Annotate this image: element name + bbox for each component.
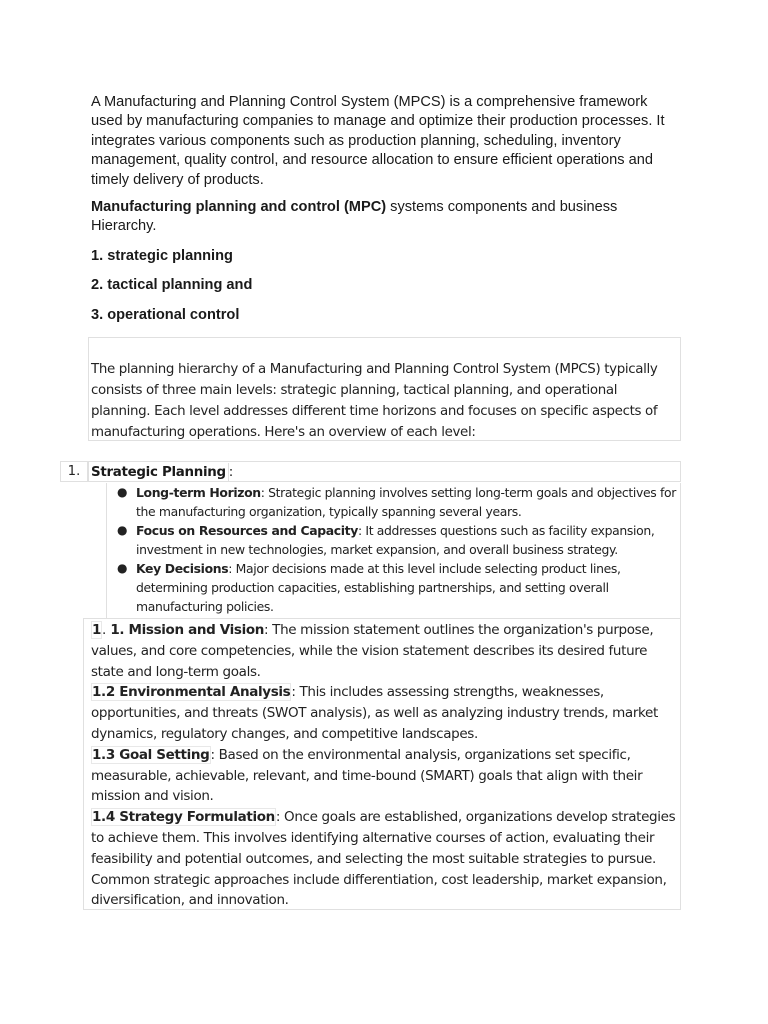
level-tactical: 2. tactical planning and [91, 277, 253, 293]
bullet-text: : Major decisions made at this level include selecting product lines, determining production capacities, establishing partnerships, and setting overall manufacturing policies. [136, 561, 621, 614]
bullet-text: : Strategic planning involves setting long-term goals and objectives for the manufacturing organization, typically spanning several years. [136, 485, 676, 519]
strategic-heading [88, 461, 681, 482]
level-operational: 3. operational control [91, 307, 240, 323]
bullet-term: Focus on Resources and Capacity [136, 523, 358, 538]
section-dot: . [102, 622, 106, 638]
mpc-heading-rest: systems components and business Hierarchy. [91, 199, 618, 235]
level-strategic: 1. strategic planning [91, 248, 233, 264]
section-strategy [91, 807, 678, 911]
section-text: : Once goals are established, organizations develop strategies to achieve them. This involves identifying alternative courses of action, evaluating their feasibility and potential outcomes, and selecting the most suitable strategies to pursue. Common strategic approaches include differentiation, cost leadership, market expansion, diversification, and innovation. [91, 809, 676, 909]
bullet-item [107, 483, 680, 521]
strategic-sections [83, 618, 681, 910]
section-text: : This includes assessing strengths, weaknesses, opportunities, and threats (SWOT analysis), as well as analyzing industry trends, market dynamics, regulatory changes, and competitive landscapes. [91, 684, 658, 742]
bullet-term: Key Decisions [136, 561, 229, 576]
strategic-number: 1. [60, 461, 88, 482]
section-environment [91, 682, 678, 744]
section-goals [91, 745, 678, 807]
section-text: : Based on the environmental analysis, organizations set specific, measurable, achievable, relevant, and time-bound (SMART) goals that align with their mission and vision. [91, 746, 643, 805]
bullet-icon: ● [117, 561, 128, 575]
bullet-text: : It addresses questions such as facility expansion, investment in new technologies, market expansion, and overall business strategy. [136, 523, 655, 557]
bullet-term: Long-term Horizon [136, 485, 261, 500]
strategic-bullets [106, 483, 681, 618]
intro-paragraph: A Manufacturing and Planning Control System (MPCS) is a comprehensive framework used by manufacturing companies to manage and optimize their production processes. It integrates various components such as production planning, scheduling, inventory management, quality control, and resource allocation to ensure efficient operations and timely delivery of products. [91, 94, 665, 188]
strategic-title: Strategic Planning [91, 465, 226, 480]
section-term: 1.2 Environmental Analysis [92, 684, 291, 701]
section-term: 1.4 Strategy Formulation [92, 809, 275, 826]
mpc-heading-bold: Manufacturing planning and control (MPC) [91, 199, 387, 215]
section-mission [91, 620, 678, 682]
section-prefix: 1 [92, 622, 102, 638]
bullet-item [107, 521, 680, 559]
section-text: : The mission statement outlines the organization's purpose, values, and core competencies, while the vision statement describes its desired future state and long-term goals. [91, 622, 654, 680]
bullet-icon: ● [117, 523, 128, 537]
bullet-icon: ● [117, 485, 128, 499]
section-term: 1. Mission and Vision [106, 622, 265, 638]
section-term: 1.3 Goal Setting [92, 746, 210, 763]
strategic-colon: : [228, 465, 233, 480]
hierarchy-paragraph: The planning hierarchy of a Manufacturing and Planning Control System (MPCS) typically consists of three main levels: strategic planning, tactical planning, and operational planning. Each level addresses different time horizons and focuses on specific aspects of manufacturing operations. Here's an overview of each level: [88, 337, 681, 441]
bullet-item [107, 559, 680, 616]
mpc-heading [91, 198, 681, 237]
